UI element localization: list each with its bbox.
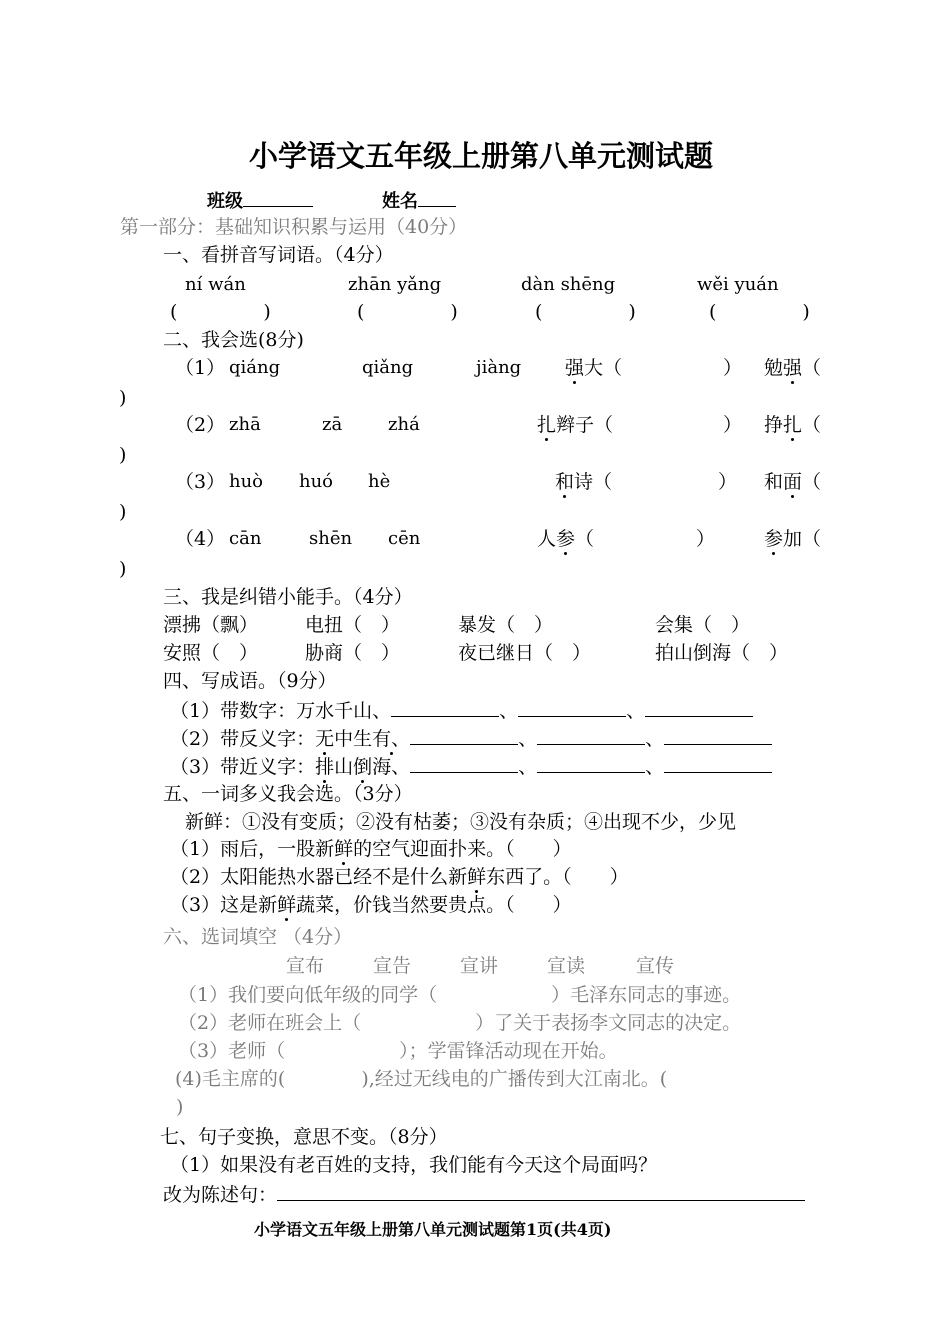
class-label: 班级 [207,191,243,212]
q2-word-1: 强大（ [565,357,623,379]
q1-pinyin-2: zhān yǎng [348,274,442,295]
q3-item: 夜已继日（ ） [458,642,592,664]
q2-word-2: 勉强（ [764,357,822,379]
q6-word: 宣布 [286,955,325,977]
q2-pinyin-c: cēn [388,528,421,549]
name-blank[interactable] [418,186,456,207]
q6-item-4-tail: ) [176,1096,184,1118]
q3-item: 暴发（ ） [458,614,554,636]
q4-heading: 四、写成语。（9分） [163,670,337,692]
q1-answer-4[interactable]: ( ) [709,301,810,323]
q4-row-2: （2）带反义字：无中生有、 、 、 [170,724,772,752]
q6-item-1: （1）我们要向低年级的同学（ ）毛泽东同志的事迹。 [178,984,742,1006]
q4-blank[interactable] [410,724,518,745]
q4-blank[interactable] [664,724,772,745]
q2-pinyin-b: zā [322,414,343,435]
name-field [382,186,456,215]
q2-word-1: 扎辫子（ [537,414,614,436]
q6-item-3: （3）老师（ ）；学雷锋活动现在开始。 [178,1040,618,1062]
q6-word: 宣讲 [460,955,499,977]
q1-pinyin-1: ní wán [185,274,246,295]
q4-blank[interactable] [664,752,772,773]
q7-heading: 七、句子变换，意思不变。（8分） [160,1126,448,1148]
q6-word: 宣告 [373,955,412,977]
page-title: 小学语文五年级上册第八单元测试题 [249,139,714,173]
q2-pinyin-a: cān [229,528,262,549]
q4-blank[interactable] [537,724,645,745]
q2-paren-close: ） [718,471,738,493]
q2-row-num: （1） [175,357,226,379]
q2-pinyin-b: huó [299,471,334,492]
class-blank[interactable] [243,186,313,207]
q4-blank[interactable] [645,696,753,717]
q1-heading: 一、看拼音写词语。（4分） [163,244,394,266]
q2-wrap-paren: ) [119,501,127,523]
q2-word-1: 人参（ [537,528,595,550]
part1-heading: 第一部分：基础知识积累与运用（40分） [120,216,468,238]
q1-answer-1[interactable]: ( ) [170,301,271,323]
class-field [207,186,313,215]
q2-pinyin-c: zhá [388,414,420,435]
q7-sentence-1: （1）如果没有老百姓的支持，我们能有今天这个局面吗？ [170,1154,658,1176]
q2-row-num: （4） [175,528,226,550]
q2-word-1: 和诗（ [555,471,613,493]
q4-row-3: （3）带近义字：排山倒海、 、 、 [170,752,772,780]
q2-pinyin-b: qiǎng [362,357,414,378]
q7-task-1: 改为陈述句： [163,1180,805,1208]
q4-blank[interactable] [518,696,626,717]
q2-paren-close: ） [723,357,743,379]
q2-pinyin-c: hè [368,471,391,492]
q6-word: 宣读 [547,955,586,977]
q3-item: 安照（ ） [163,642,259,664]
q3-item: 漂拂（飘） [163,614,259,636]
q4-row-1: （1）带数字：万水千山、 、 、 [170,696,753,724]
q3-heading: 三、我是纠错小能手。（4分） [163,586,413,608]
q2-pinyin-a: zhā [229,414,261,435]
q3-item: 胁商（ ） [305,642,401,664]
q4-blank[interactable] [391,696,499,717]
q4-blank[interactable] [410,752,518,773]
q5-heading: 五、一词多义我会选。（3分） [163,783,413,805]
q2-row-num: （3） [175,471,226,493]
q2-wrap-paren: ) [119,558,127,580]
q2-wrap-paren: ) [119,387,127,409]
q2-word-2: 和面（ [764,471,822,493]
q3-item: 拍山倒海（ ） [655,642,789,664]
q1-answer-3[interactable]: ( ) [535,301,636,323]
q2-row-num: （2） [175,414,226,436]
name-label: 姓名 [382,191,418,212]
q5-item-3: （3）这是新鲜蔬菜，价钱当然要贵点。（ ） [170,894,572,916]
q2-word-2: 参加（ [764,528,822,550]
q6-item-4: (4)毛主席的( ),经过无线电的广播传到大江南北。( [175,1068,668,1090]
q2-paren-close: ） [723,414,743,436]
q2-pinyin-c: jiàng [476,357,522,378]
q2-pinyin-a: qiáng [229,357,281,378]
q6-heading: 六、选词填空 （4分） [163,926,353,948]
q5-item-1: （1）雨后，一股新鲜的空气迎面扑来。（ ） [170,838,572,860]
q2-paren-close: ） [696,528,716,550]
q5-definition: 新鲜：①没有变质；②没有枯萎；③没有杂质；④出现不少，少见 [185,811,737,833]
q2-pinyin-b: shēn [309,528,353,549]
q1-pinyin-4: wěi yuán [697,274,779,295]
q2-word-2: 挣扎（ [764,414,822,436]
q1-pinyin-3: dàn shēng [521,274,616,295]
q2-wrap-paren: ) [119,444,127,466]
q5-item-2: （2）太阳能热水器已经不是什么新鲜东西了。（ ） [170,866,629,888]
page-footer: 小学语文五年级上册第八单元测试题第1页(共4页) [254,1220,612,1239]
q4-blank[interactable] [537,752,645,773]
q6-word: 宣传 [636,955,675,977]
q2-heading: 二、我会选(8分) [163,329,304,351]
q6-item-2: （2）老师在班会上（ ）了关于表扬李文同志的决定。 [178,1012,742,1034]
q2-pinyin-a: huò [229,471,264,492]
q3-item: 会集（ ） [655,614,751,636]
q7-answer-line[interactable] [277,1180,805,1201]
q1-answer-2[interactable]: ( ) [357,301,458,323]
q3-item: 电扭（ ） [305,614,401,636]
